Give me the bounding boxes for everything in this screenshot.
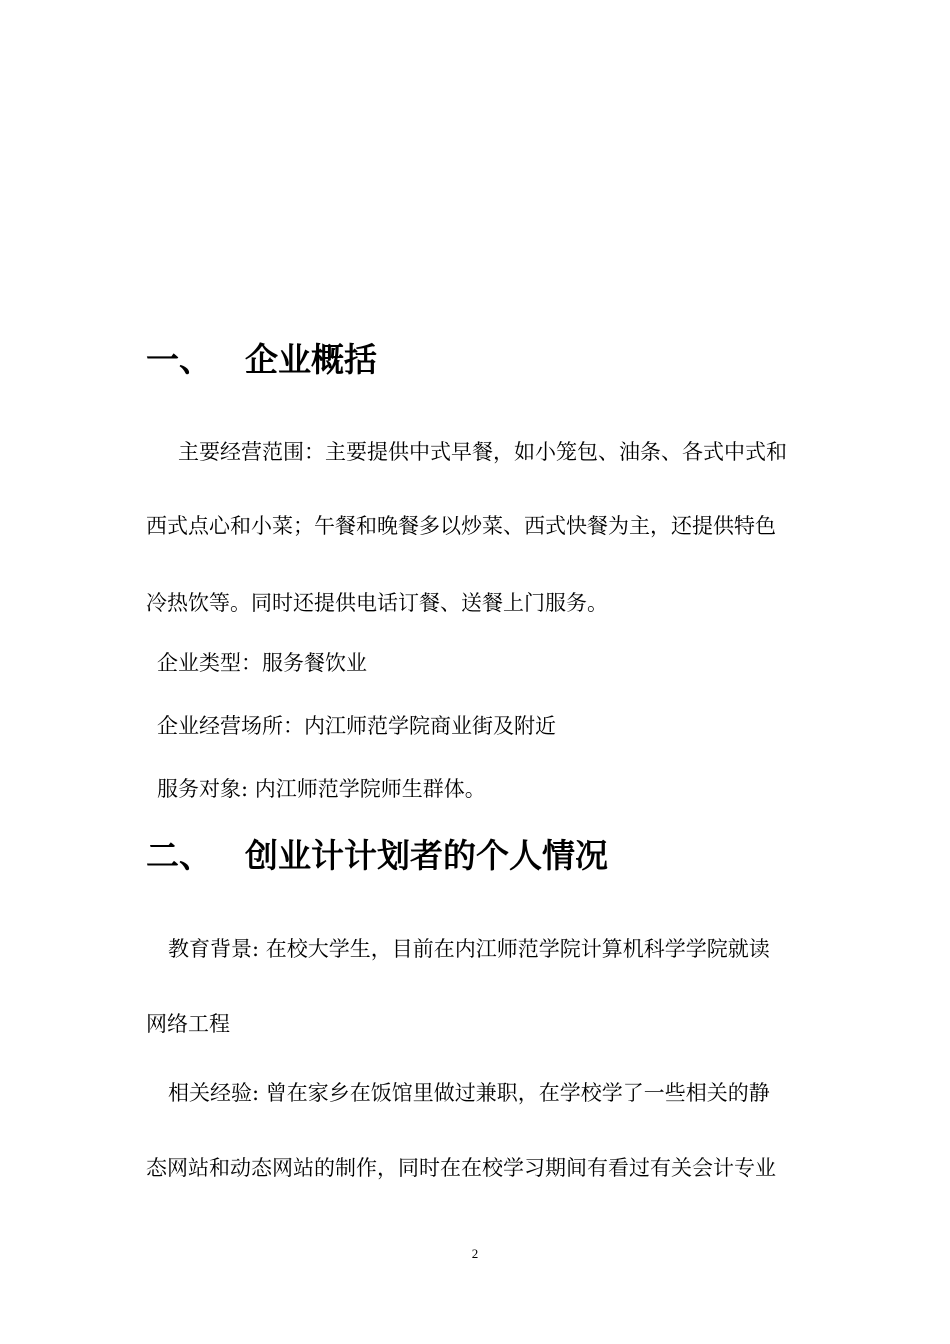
business-type-line: 企业类型：服务餐饮业 — [157, 651, 367, 675]
experience-line-2: 态网站和动态网站的制作，同时在在校学习期间有看过有关会计专业 — [146, 1156, 776, 1180]
business-scope-line-2: 西式点心和小菜；午餐和晚餐多以炒菜、西式快餐为主，还提供特色 — [146, 514, 776, 538]
experience-line-1: 相关经验: 曾在家乡在饭馆里做过兼职，在学校学了一些相关的静 — [168, 1081, 770, 1105]
education-line-2: 网络工程 — [146, 1012, 230, 1036]
service-target-line: 服务对象: 内江师范学院师生群体。 — [157, 777, 486, 801]
section-1-title: 企业概括 — [245, 340, 377, 379]
page-number: 2 — [471, 1246, 479, 1261]
section-1-heading — [146, 340, 377, 380]
education-line-1: 教育背景: 在校大学生，目前在内江师范学院计算机科学学院就读 — [168, 937, 770, 961]
section-2-heading — [146, 836, 608, 876]
section-1-number: 一、 — [146, 340, 212, 379]
business-scope-line-3: 冷热饮等。同时还提供电话订餐、送餐上门服务。 — [146, 591, 608, 615]
section-2-title: 创业计计划者的个人情况 — [245, 836, 608, 875]
business-scope-line-1: 主要经营范围：主要提供中式早餐，如小笼包、油条、各式中式和 — [178, 440, 787, 464]
section-2-number: 二、 — [146, 836, 212, 875]
business-location-line: 企业经营场所：内江师范学院商业街及附近 — [157, 714, 556, 738]
